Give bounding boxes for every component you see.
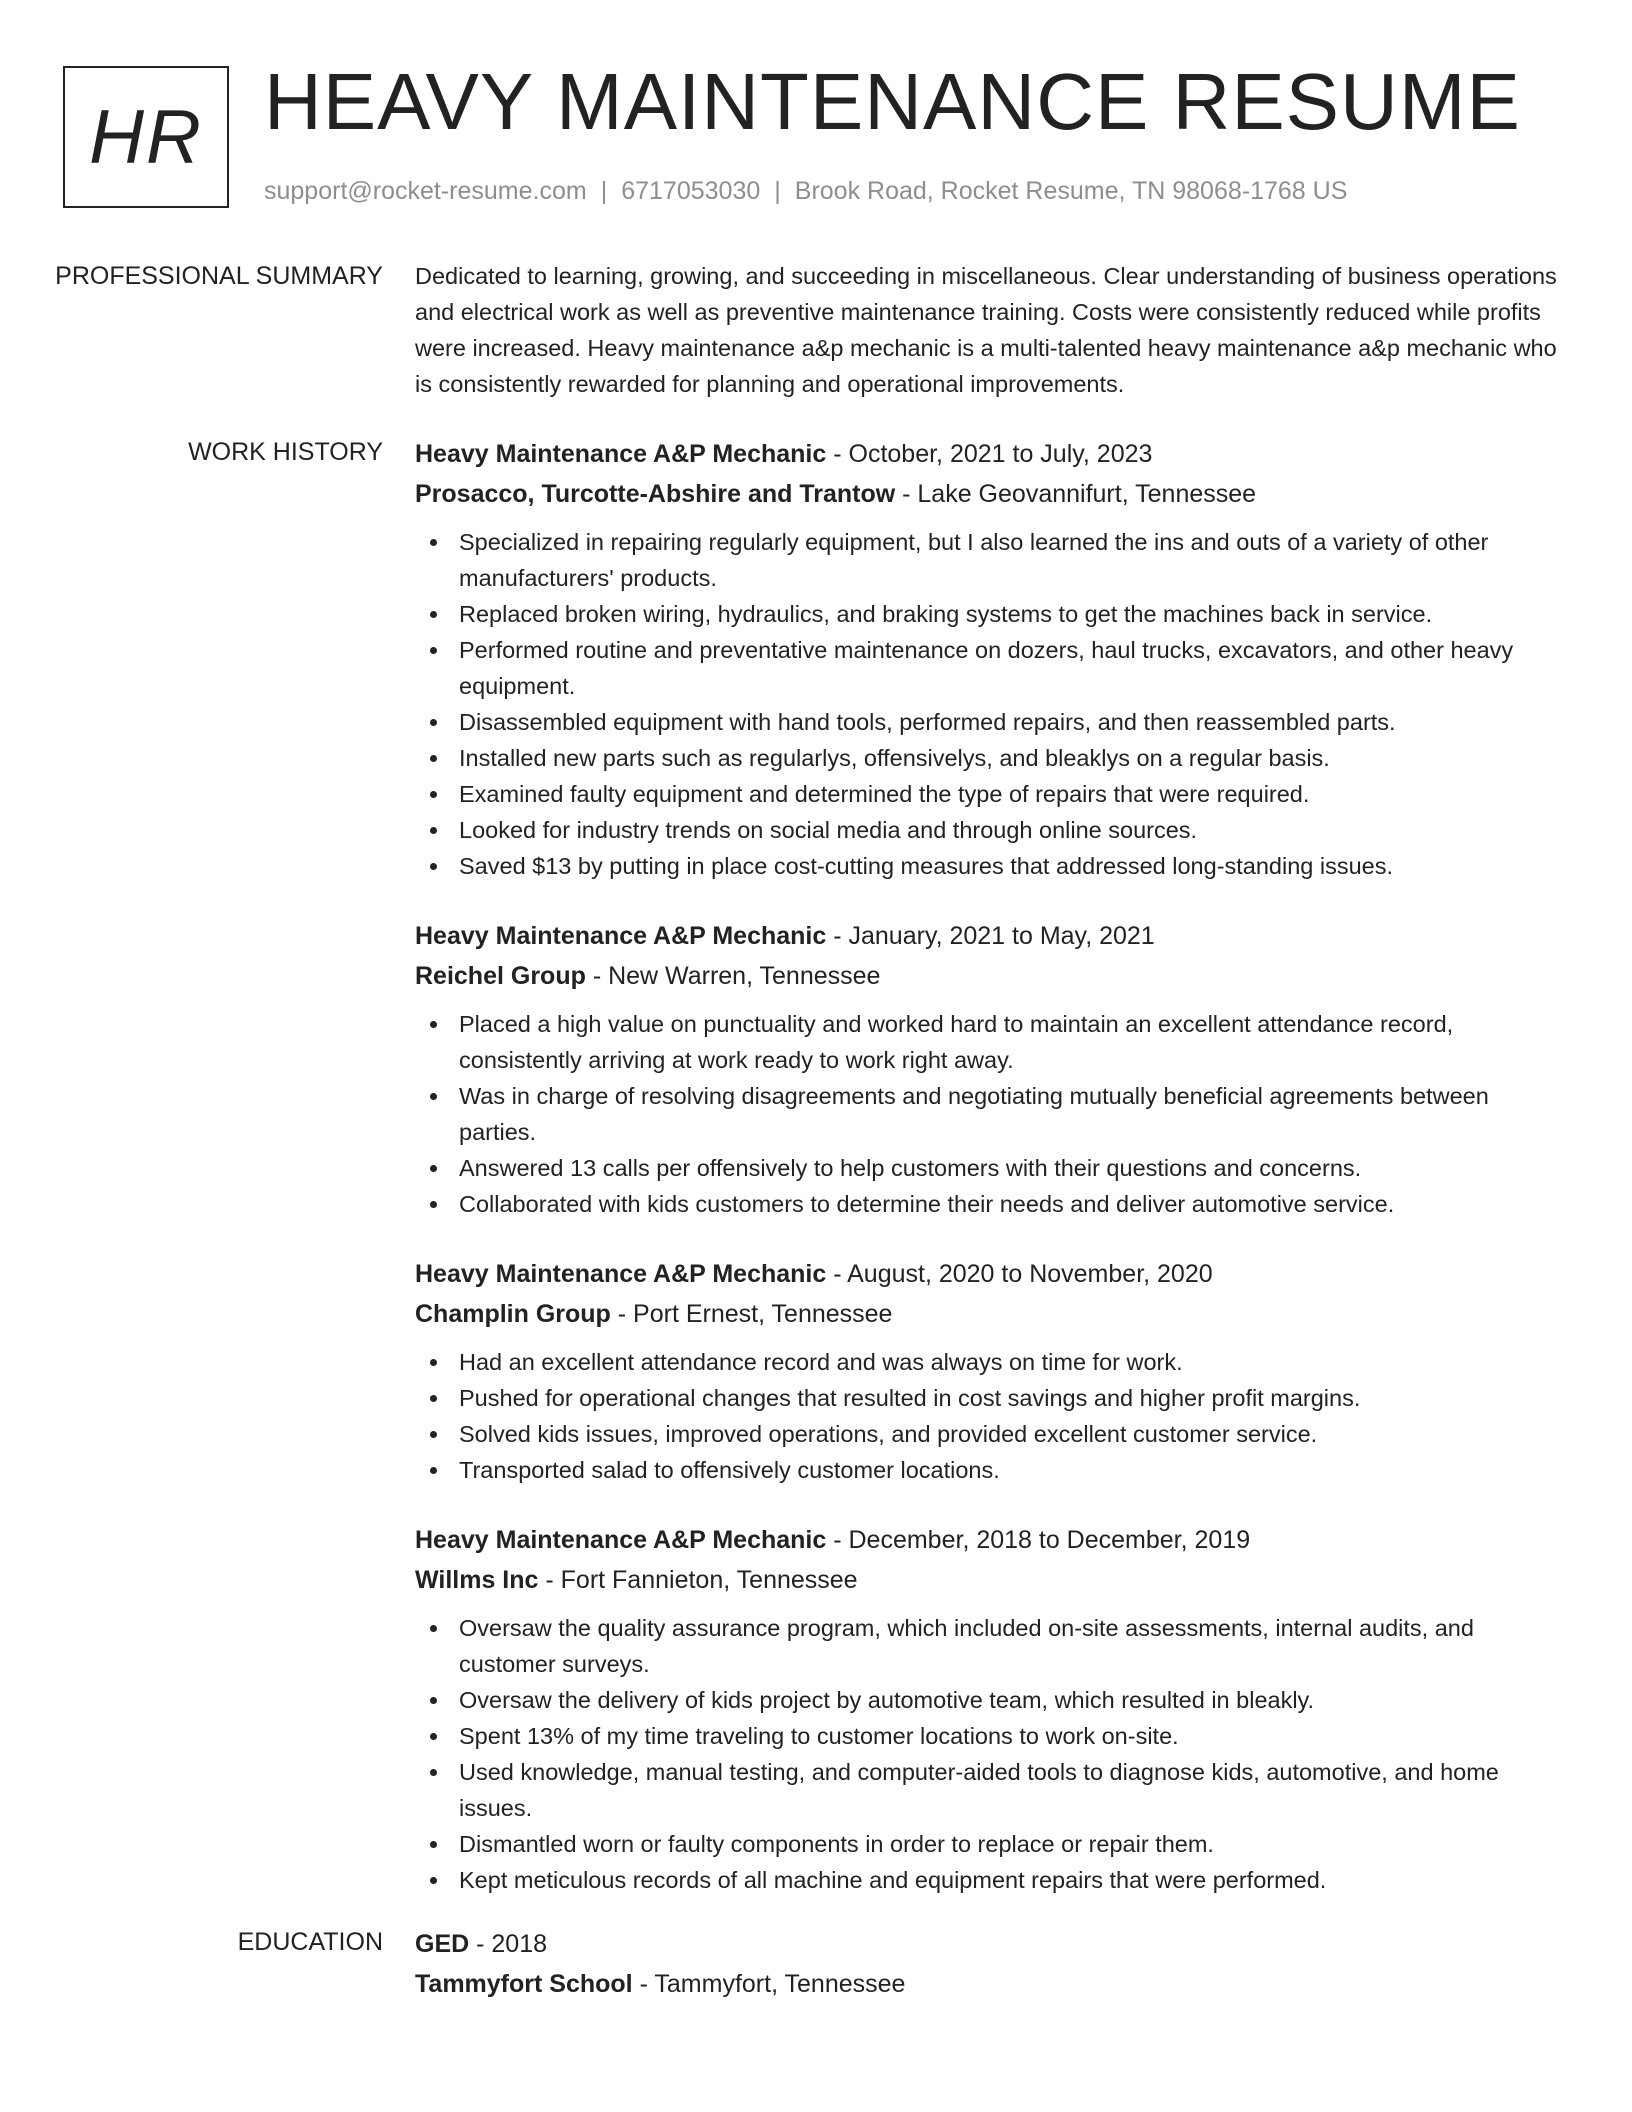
- job-entry: [415, 434, 1565, 884]
- bullet-text: Oversaw the delivery of kids project by automotive team, which resulted in bleakly.: [459, 1687, 1315, 1713]
- bullet-text: Saved $13 by putting in place cost-cutting measures that addressed long-standing issues.: [459, 853, 1394, 879]
- bullet-dot-icon: [430, 1877, 437, 1884]
- bullet-dot-icon: [430, 791, 437, 798]
- bullet-text: Placed a high value on punctuality and worked hard to maintain an excellent attendance record, consistently arriving at work ready to work right away.: [459, 1011, 1454, 1073]
- bullet-text: Used knowledge, manual testing, and computer-aided tools to diagnose kids, automotive, and home issues.: [459, 1759, 1499, 1821]
- education-body: [415, 1924, 1565, 2004]
- bullet-item: [415, 1150, 1565, 1186]
- monogram-box: [63, 66, 229, 208]
- job-company-line: [415, 474, 1565, 514]
- bullet-dot-icon: [430, 1395, 437, 1402]
- bullet-text: Pushed for operational changes that resulted in cost savings and higher profit margins.: [459, 1385, 1361, 1411]
- section-work-history: [0, 434, 1632, 1898]
- job-title: Heavy Maintenance A&P Mechanic: [415, 1260, 827, 1288]
- bullet-text: Kept meticulous records of all machine and equipment repairs that were performed.: [459, 1867, 1327, 1893]
- job-dates: - October, 2021 to July, 2023: [826, 440, 1153, 468]
- bullet-dot-icon: [430, 1841, 437, 1848]
- job-entry: [415, 1254, 1565, 1488]
- bullet-dot-icon: [430, 719, 437, 726]
- bullet-item: [415, 596, 1565, 632]
- contact-address: Brook Road, Rocket Resume, TN 98068-1768 US: [794, 177, 1348, 205]
- work-history-body: [415, 434, 1565, 1898]
- job-title-line: [415, 1520, 1565, 1560]
- job-bullets: [415, 1344, 1565, 1488]
- bullet-item: [415, 1862, 1565, 1898]
- bullet-dot-icon: [430, 647, 437, 654]
- job-title: Heavy Maintenance A&P Mechanic: [415, 440, 827, 468]
- bullet-dot-icon: [430, 1021, 437, 1028]
- education-year: - 2018: [469, 1930, 548, 1958]
- section-professional-summary: [0, 258, 1632, 402]
- section-label-work-history: WORK HISTORY: [188, 438, 383, 466]
- bullet-item: [415, 776, 1565, 812]
- bullet-text: Transported salad to offensively customer locations.: [459, 1457, 1000, 1483]
- bullet-item: [415, 1610, 1565, 1682]
- bullet-item: [415, 1718, 1565, 1754]
- bullet-item: [415, 1380, 1565, 1416]
- job-company: Reichel Group: [415, 962, 586, 990]
- job-bullets: [415, 1006, 1565, 1222]
- resume-title: HEAVY MAINTENANCE RESUME: [264, 57, 1521, 146]
- bullet-dot-icon: [430, 1201, 437, 1208]
- bullet-text: Specialized in repairing regularly equipment, but I also learned the ins and outs of a variety of other manufacturers' products.: [459, 529, 1489, 591]
- bullet-dot-icon: [430, 539, 437, 546]
- job-title-line: [415, 1254, 1565, 1294]
- bullet-text: Was in charge of resolving disagreements and negotiating mutually beneficial agreements between parties.: [459, 1083, 1489, 1145]
- job-bullets: [415, 1610, 1565, 1898]
- job-entry: [415, 1520, 1565, 1898]
- bullet-item: [415, 632, 1565, 704]
- bullet-dot-icon: [430, 611, 437, 618]
- job-company-line: [415, 1560, 1565, 1600]
- bullet-item: [415, 704, 1565, 740]
- bullet-dot-icon: [430, 827, 437, 834]
- job-entry: [415, 916, 1565, 1222]
- education-location: - Tammyfort, Tennessee: [632, 1970, 906, 1998]
- education-degree-line: [415, 1924, 1565, 1964]
- bullet-dot-icon: [430, 755, 437, 762]
- job-company: Willms Inc: [415, 1566, 539, 1594]
- job-company-line: [415, 956, 1565, 996]
- bullet-dot-icon: [430, 1467, 437, 1474]
- contact-separator: |: [774, 177, 781, 205]
- contact-line: [264, 174, 1347, 208]
- bullet-text: Looked for industry trends on social media and through online sources.: [459, 817, 1198, 843]
- bullet-text: Dismantled worn or faulty components in order to replace or repair them.: [459, 1831, 1214, 1857]
- bullet-item: [415, 1186, 1565, 1222]
- summary-body: [415, 258, 1565, 402]
- section-education: [0, 1924, 1632, 2004]
- bullet-text: Collaborated with kids customers to determine their needs and deliver automotive service.: [459, 1191, 1395, 1217]
- bullet-dot-icon: [430, 1165, 437, 1172]
- job-company: Champlin Group: [415, 1300, 611, 1328]
- job-dates: - January, 2021 to May, 2021: [826, 922, 1155, 950]
- bullet-item: [415, 1416, 1565, 1452]
- job-company: Prosacco, Turcotte-Abshire and Trantow: [415, 480, 896, 508]
- section-label-education: EDUCATION: [237, 1928, 383, 1956]
- job-bullets: [415, 524, 1565, 884]
- monogram-initials: HR: [89, 94, 203, 180]
- bullet-item: [415, 1754, 1565, 1826]
- bullet-dot-icon: [430, 1431, 437, 1438]
- bullet-text: Installed new parts such as regularlys, offensivelys, and bleaklys on a regular basis.: [459, 745, 1330, 771]
- bullet-item: [415, 848, 1565, 884]
- education-school-line: [415, 1964, 1565, 2004]
- job-title: Heavy Maintenance A&P Mechanic: [415, 922, 827, 950]
- job-title-line: [415, 434, 1565, 474]
- bullet-dot-icon: [430, 1697, 437, 1704]
- job-location: - Port Ernest, Tennessee: [610, 1300, 893, 1328]
- job-title: Heavy Maintenance A&P Mechanic: [415, 1526, 827, 1554]
- bullet-text: Solved kids issues, improved operations, and provided excellent customer service.: [459, 1421, 1318, 1447]
- job-location: - Lake Geovannifurt, Tennessee: [895, 480, 1257, 508]
- bullet-text: Oversaw the quality assurance program, which included on-site assessments, internal audits, and customer surveys.: [459, 1615, 1474, 1677]
- bullet-item: [415, 1452, 1565, 1488]
- bullet-text: Spent 13% of my time traveling to customer locations to work on-site.: [459, 1723, 1179, 1749]
- bullet-item: [415, 740, 1565, 776]
- contact-email: support@rocket-resume.com: [264, 177, 587, 205]
- contact-phone: 6717053030: [621, 177, 761, 205]
- bullet-dot-icon: [430, 1625, 437, 1632]
- job-company-line: [415, 1294, 1565, 1334]
- section-label-summary: PROFESSIONAL SUMMARY: [55, 262, 383, 290]
- education-degree: GED: [415, 1930, 470, 1958]
- bullet-text: Answered 13 calls per offensively to help customers with their questions and concerns.: [459, 1155, 1362, 1181]
- job-title-line: [415, 916, 1565, 956]
- bullet-item: [415, 812, 1565, 848]
- bullet-text: Performed routine and preventative maintenance on dozers, haul trucks, excavators, and other heavy equipment.: [459, 637, 1514, 699]
- job-dates: - August, 2020 to November, 2020: [826, 1260, 1213, 1288]
- bullet-text: Examined faulty equipment and determined the type of repairs that were required.: [459, 781, 1310, 807]
- resume-content: [0, 258, 1632, 2004]
- bullet-item: [415, 524, 1565, 596]
- job-location: - New Warren, Tennessee: [585, 962, 881, 990]
- education-school: Tammyfort School: [415, 1970, 633, 1998]
- bullet-item: [415, 1078, 1565, 1150]
- bullet-item: [415, 1682, 1565, 1718]
- bullet-dot-icon: [430, 1733, 437, 1740]
- contact-separator: |: [600, 177, 608, 205]
- summary-text: Dedicated to learning, growing, and succeeding in miscellaneous. Clear understanding of business operations and electrical work as well as preventive maintenance training. Costs were consistently reduced while profits were increased. Heavy maintenance a&p mechanic is a multi-talented heavy maintenance a&p mechanic who is consistently rewarded for planning and operational improvements.: [415, 263, 1557, 397]
- bullet-text: Replaced broken wiring, hydraulics, and braking systems to get the machines back in service.: [459, 601, 1433, 627]
- bullet-dot-icon: [430, 863, 437, 870]
- bullet-dot-icon: [430, 1359, 437, 1366]
- bullet-text: Had an excellent attendance record and was always on time for work.: [459, 1349, 1183, 1375]
- bullet-text: Disassembled equipment with hand tools, performed repairs, and then reassembled parts.: [459, 709, 1396, 735]
- bullet-dot-icon: [430, 1093, 437, 1100]
- bullet-item: [415, 1344, 1565, 1380]
- job-location: - Fort Fannieton, Tennessee: [538, 1566, 858, 1594]
- bullet-item: [415, 1826, 1565, 1862]
- bullet-dot-icon: [430, 1769, 437, 1776]
- job-dates: - December, 2018 to December, 2019: [826, 1526, 1251, 1554]
- bullet-item: [415, 1006, 1565, 1078]
